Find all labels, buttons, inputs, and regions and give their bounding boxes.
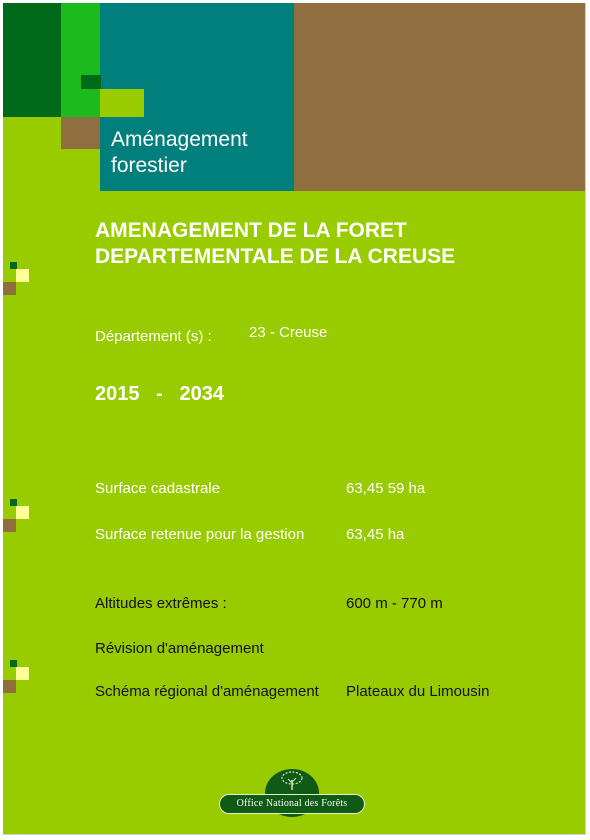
logo-text: Office National des Forêts (219, 794, 365, 814)
header-brown-square (61, 117, 100, 149)
onf-logo (219, 765, 365, 817)
tree-icon (278, 771, 306, 791)
decorative-squares-1 (3, 262, 33, 302)
header-light-green-block (100, 89, 144, 117)
surface-retenue-value: 63,45 ha (346, 526, 405, 543)
surface-cadastrale-value: 63,45 59 ha (346, 480, 426, 497)
surface-retenue-label: Surface retenue pour la gestion (95, 526, 305, 543)
document-title: AMENAGEMENT DE LA FORET DEPARTEMENTALE DE LA CREUSE (95, 219, 456, 268)
departement-label: Département (s) : (95, 328, 212, 345)
header-brown-block (294, 3, 586, 191)
header-mid-green-block (61, 3, 100, 117)
surface-cadastrale-label: Surface cadastrale (95, 480, 221, 497)
revision-label: Révision d'aménagement (95, 640, 264, 657)
altitudes-label: Altitudes extrêmes : (95, 595, 227, 612)
schema-label: Schéma régional d'aménagement (95, 683, 319, 700)
series-title: Aménagement forestier (111, 128, 248, 177)
cover-page (3, 3, 586, 835)
decorative-squares-3 (3, 660, 33, 700)
period: 2015 - 2034 (95, 383, 224, 405)
decorative-squares-2 (3, 499, 33, 539)
altitudes-value: 600 m - 770 m (346, 595, 443, 612)
schema-value: Plateaux du Limousin (346, 683, 490, 700)
header-dark-square (81, 75, 101, 89)
departement-value: 23 - Creuse (249, 324, 328, 341)
header-dark-green-block (3, 3, 61, 117)
